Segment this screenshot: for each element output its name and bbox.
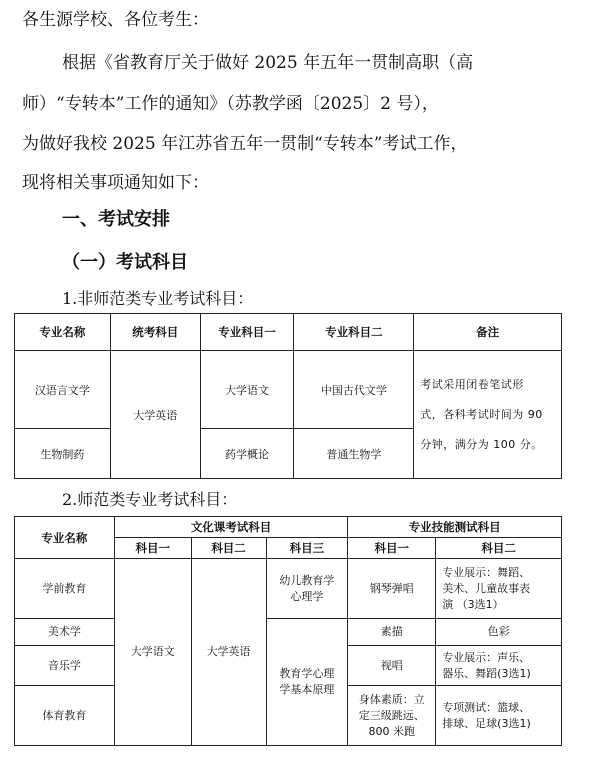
text-line: 800 米跑 (368, 724, 416, 738)
table-cell-remark (414, 351, 562, 479)
header-major: 专业名称 (15, 517, 115, 559)
table-cell-subject-1: 大学语文 (200, 351, 294, 429)
text-line: 器乐、舞蹈(3选1) (442, 666, 531, 680)
table-cell-major: 汉语言文学 (15, 351, 111, 429)
body-line-2: 师）“专转本”工作的通知》（苏教学函〔2025〕2 号）， (22, 94, 439, 114)
header-culture-group: 文化课考试科目 (114, 517, 348, 538)
text-line: 专业展示：声乐、 (442, 650, 531, 664)
text-line: 幼儿教育学 (279, 573, 335, 587)
table2-caption: 2.师范类专业考试科目： (62, 490, 238, 509)
non-teacher-subjects-table (14, 313, 562, 479)
header-culture-2: 科目二 (191, 538, 266, 559)
table-cell-culture-3 (266, 619, 348, 746)
table-cell-skill-2 (436, 686, 562, 746)
header-major: 专业名称 (15, 314, 111, 351)
subsection-heading: （一）考试科目 (62, 252, 188, 273)
text-line: 身体素质：立 (358, 692, 425, 706)
header-culture-3: 科目三 (266, 538, 348, 559)
header-common-exam: 统考科目 (110, 314, 200, 351)
header-culture-1: 科目一 (114, 538, 191, 559)
body-line-1: 根据《省教育厅关于做好 2025 年五年一贯制高职（高 (62, 53, 474, 73)
text-line: 美术、儿童故事表 (442, 581, 531, 595)
table-cell-skill-1: 素描 (348, 619, 436, 646)
remark-line: 式，各科考试时间为 90 (420, 407, 543, 421)
table-cell-common-exam: 大学英语 (110, 351, 200, 479)
teacher-subjects-table (14, 516, 562, 746)
section-heading: 一、考试安排 (62, 209, 170, 230)
text-line: 定三级跳远、 (358, 708, 425, 722)
header-subject-1: 专业科目一 (200, 314, 294, 351)
table-cell-culture-2: 大学英语 (191, 559, 266, 746)
text-line: 排球、足球(3选1) (442, 716, 531, 730)
table-cell-subject-2: 普通生物学 (294, 429, 414, 479)
table-cell-major: 美术学 (15, 619, 115, 646)
header-subject-2: 专业科目二 (294, 314, 414, 351)
remark-line: 考试采用闭卷笔试形 (420, 377, 524, 391)
text-line: 教育学心理 (279, 667, 335, 680)
table-cell-skill-1: 视唱 (348, 646, 436, 686)
remark-line: 分钟，满分为 100 分。 (420, 437, 543, 451)
text-line: 专业展示：舞蹈、 (442, 565, 531, 579)
table-cell-skill-2 (436, 646, 562, 686)
table-cell-skill-1 (348, 686, 436, 746)
table-cell-skill-1: 钢琴弹唱 (348, 559, 436, 619)
table-cell-major: 体育教育 (15, 686, 115, 746)
text-line: 演 （3选1） (442, 597, 504, 611)
table-cell-major: 生物制药 (15, 429, 111, 479)
text-line: 专项测试：篮球、 (442, 700, 531, 714)
table-cell-skill-2: 色彩 (436, 619, 562, 646)
table1-caption: 1.非师范类专业考试科目： (62, 289, 254, 308)
body-line-3: 为做好我校 2025 年江苏省五年一贯制“专转本”考试工作， (22, 134, 468, 154)
table-cell-skill-2 (436, 559, 562, 619)
text-line: 心理学 (290, 589, 324, 603)
table-cell-major: 音乐学 (15, 646, 115, 686)
text-line: 学基本原理 (279, 683, 335, 696)
table-cell-culture-3 (266, 559, 348, 619)
header-skill-group: 专业技能测试科目 (348, 517, 562, 538)
header-skill-2: 科目二 (436, 538, 562, 559)
table-cell-culture-1: 大学语文 (114, 559, 191, 746)
header-skill-1: 科目一 (348, 538, 436, 559)
table-cell-subject-2: 中国古代文学 (294, 351, 414, 429)
greeting: 各生源学校、各位考生： (22, 10, 209, 30)
table-cell-subject-1: 药学概论 (200, 429, 294, 479)
body-line-4: 现将相关事项通知如下： (22, 173, 209, 193)
header-remark: 备注 (414, 314, 562, 351)
table-cell-major: 学前教育 (15, 559, 115, 619)
